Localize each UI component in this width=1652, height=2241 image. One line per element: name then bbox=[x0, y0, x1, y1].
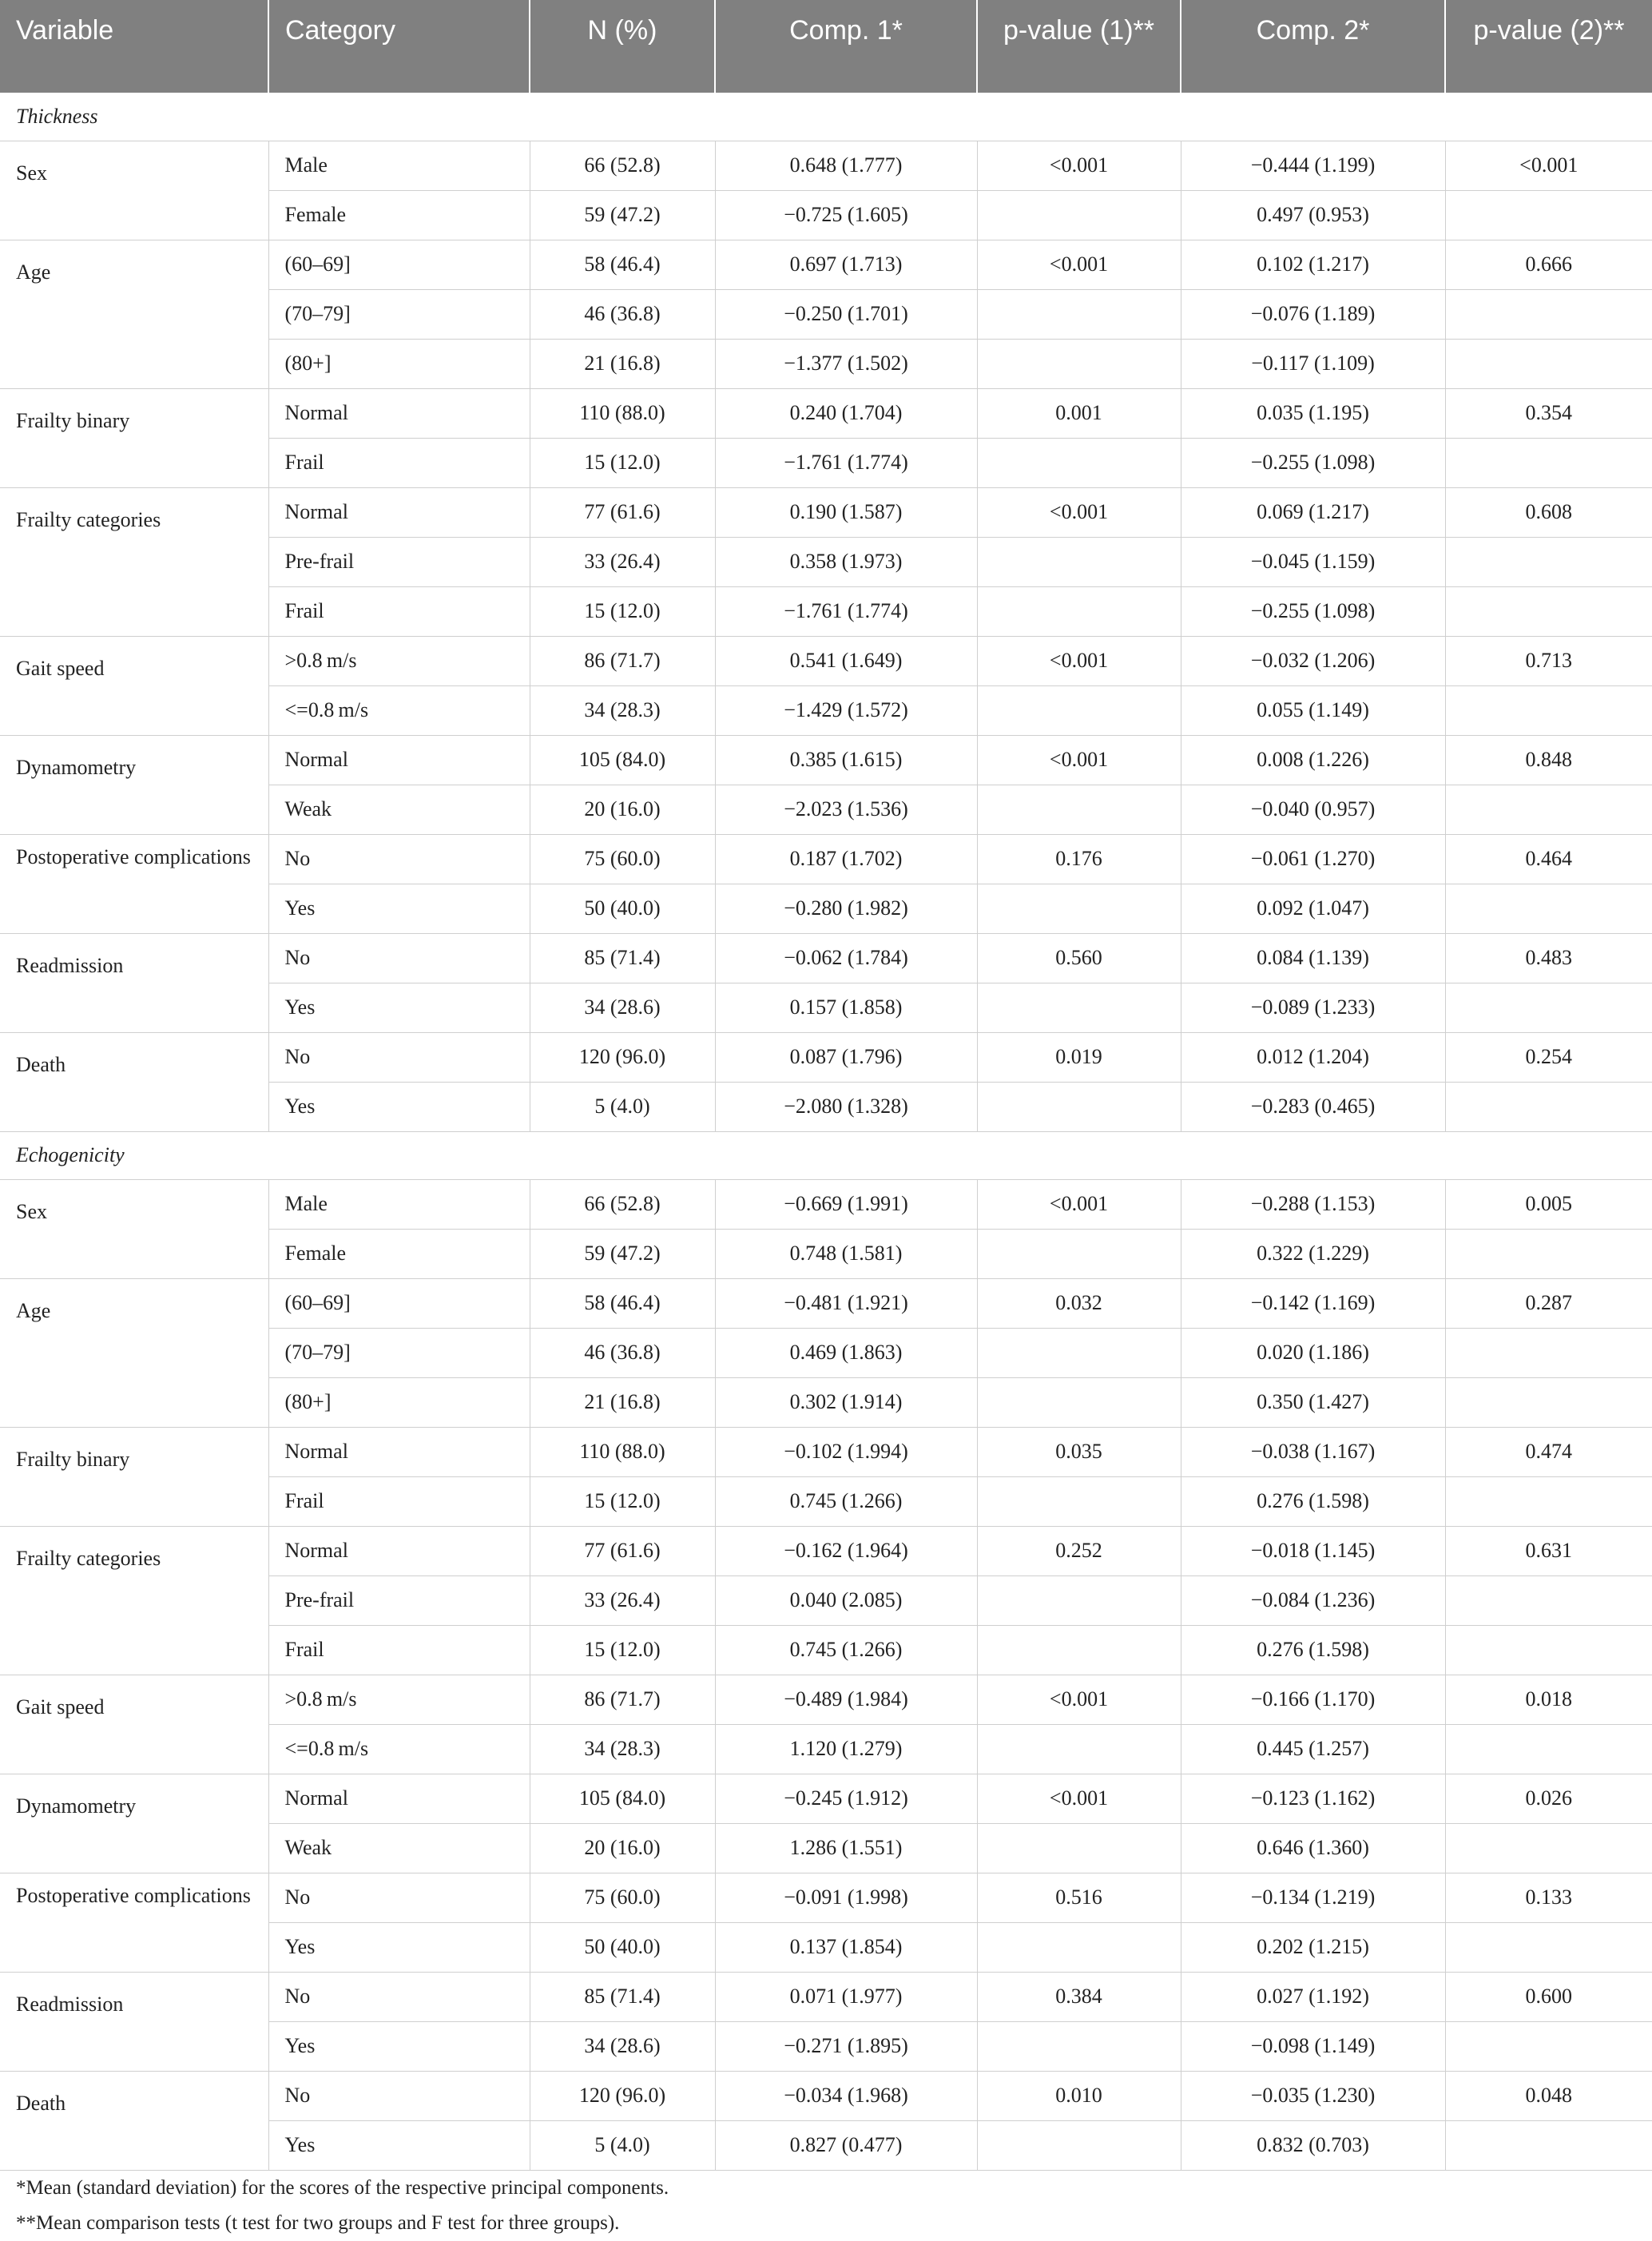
table-row bbox=[0, 735, 1652, 785]
p-value-2-cell: 0.018 bbox=[1445, 1675, 1652, 1724]
category-cell: No bbox=[268, 933, 530, 983]
p-value-2-cell bbox=[1445, 537, 1652, 586]
p-value-1-cell: 0.176 bbox=[977, 834, 1181, 884]
n-percent-cell: 77 (61.6) bbox=[530, 487, 715, 537]
comp2-cell: −0.283 (0.465) bbox=[1181, 1082, 1445, 1131]
section-row bbox=[0, 1131, 1652, 1179]
header-n-percent: N (%) bbox=[530, 0, 715, 93]
category-cell: Yes bbox=[268, 1082, 530, 1131]
category-cell: No bbox=[268, 834, 530, 884]
p-value-2-cell: 0.133 bbox=[1445, 1873, 1652, 1922]
p-value-2-cell: 0.483 bbox=[1445, 933, 1652, 983]
comp1-cell: 0.745 (1.266) bbox=[715, 1625, 977, 1675]
comp1-cell: −0.245 (1.912) bbox=[715, 1774, 977, 1823]
p-value-2-cell bbox=[1445, 1922, 1652, 1972]
comp2-cell: −0.040 (0.957) bbox=[1181, 785, 1445, 834]
n-percent-cell: 105 (84.0) bbox=[530, 735, 715, 785]
n-percent-cell: 34 (28.3) bbox=[530, 685, 715, 735]
category-cell: (60–69] bbox=[268, 1278, 530, 1328]
variable-cell: Frailty categories bbox=[0, 487, 268, 636]
p-value-1-cell: <0.001 bbox=[977, 240, 1181, 289]
comp2-cell: 0.102 (1.217) bbox=[1181, 240, 1445, 289]
category-cell: Normal bbox=[268, 1526, 530, 1575]
p-value-1-cell bbox=[977, 2021, 1181, 2071]
p-value-1-cell: <0.001 bbox=[977, 1774, 1181, 1823]
n-percent-cell: 15 (12.0) bbox=[530, 1625, 715, 1675]
comp2-cell: 0.832 (0.703) bbox=[1181, 2120, 1445, 2170]
footnotes bbox=[0, 2171, 1652, 2241]
comp1-cell: 0.240 (1.704) bbox=[715, 388, 977, 438]
table-row bbox=[0, 933, 1652, 983]
comp1-cell: 1.120 (1.279) bbox=[715, 1724, 977, 1774]
category-cell: Weak bbox=[268, 1823, 530, 1873]
table-row bbox=[0, 1278, 1652, 1328]
p-value-2-cell bbox=[1445, 1082, 1652, 1131]
category-cell: Frail bbox=[268, 586, 530, 636]
p-value-2-cell bbox=[1445, 685, 1652, 735]
p-value-1-cell: 0.032 bbox=[977, 1278, 1181, 1328]
p-value-1-cell: 0.252 bbox=[977, 1526, 1181, 1575]
variable-cell: Frailty categories bbox=[0, 1526, 268, 1675]
p-value-1-cell: <0.001 bbox=[977, 735, 1181, 785]
comp2-cell: 0.012 (1.204) bbox=[1181, 1032, 1445, 1082]
p-value-1-cell bbox=[977, 1328, 1181, 1377]
p-value-1-cell: 0.035 bbox=[977, 1427, 1181, 1476]
p-value-1-cell bbox=[977, 438, 1181, 487]
category-cell: No bbox=[268, 1873, 530, 1922]
p-value-1-cell bbox=[977, 1922, 1181, 1972]
comp1-cell: −0.271 (1.895) bbox=[715, 2021, 977, 2071]
n-percent-cell: 50 (40.0) bbox=[530, 884, 715, 933]
comp2-cell: −0.045 (1.159) bbox=[1181, 537, 1445, 586]
comp1-cell: 0.827 (0.477) bbox=[715, 2120, 977, 2170]
comp1-cell: 0.648 (1.777) bbox=[715, 141, 977, 190]
comp1-cell: 0.385 (1.615) bbox=[715, 735, 977, 785]
category-cell: Pre-frail bbox=[268, 1575, 530, 1625]
comp1-cell: −0.481 (1.921) bbox=[715, 1278, 977, 1328]
p-value-2-cell: 0.005 bbox=[1445, 1179, 1652, 1229]
n-percent-cell: 85 (71.4) bbox=[530, 1972, 715, 2021]
category-cell: Normal bbox=[268, 1427, 530, 1476]
p-value-1-cell bbox=[977, 785, 1181, 834]
comp2-cell: 0.069 (1.217) bbox=[1181, 487, 1445, 537]
comp2-cell: 0.027 (1.192) bbox=[1181, 1972, 1445, 2021]
p-value-2-cell bbox=[1445, 289, 1652, 339]
header-comp1: Comp. 1* bbox=[715, 0, 977, 93]
comp1-cell: 0.087 (1.796) bbox=[715, 1032, 977, 1082]
comp2-cell: −0.076 (1.189) bbox=[1181, 289, 1445, 339]
header-variable: Variable bbox=[0, 0, 268, 93]
variable-cell: Postoperative complications bbox=[0, 834, 268, 933]
n-percent-cell: 15 (12.0) bbox=[530, 438, 715, 487]
table-row bbox=[0, 1427, 1652, 1476]
p-value-1-cell bbox=[977, 983, 1181, 1032]
p-value-1-cell bbox=[977, 884, 1181, 933]
n-percent-cell: 105 (84.0) bbox=[530, 1774, 715, 1823]
comp1-cell: −0.091 (1.998) bbox=[715, 1873, 977, 1922]
n-percent-cell: 59 (47.2) bbox=[530, 190, 715, 240]
variable-cell: Dynamometry bbox=[0, 1774, 268, 1873]
comp2-cell: −0.255 (1.098) bbox=[1181, 438, 1445, 487]
comp1-cell: −0.669 (1.991) bbox=[715, 1179, 977, 1229]
comp1-cell: 0.541 (1.649) bbox=[715, 636, 977, 685]
p-value-2-cell bbox=[1445, 1823, 1652, 1873]
p-value-1-cell bbox=[977, 1724, 1181, 1774]
table-row bbox=[0, 2071, 1652, 2120]
comp2-cell: −0.134 (1.219) bbox=[1181, 1873, 1445, 1922]
table-row bbox=[0, 636, 1652, 685]
category-cell: No bbox=[268, 2071, 530, 2120]
variable-cell: Readmission bbox=[0, 1972, 268, 2071]
n-percent-cell: 21 (16.8) bbox=[530, 339, 715, 388]
category-cell: Frail bbox=[268, 438, 530, 487]
p-value-1-cell bbox=[977, 1377, 1181, 1427]
table-body bbox=[0, 93, 1652, 2170]
n-percent-cell: 85 (71.4) bbox=[530, 933, 715, 983]
comp2-cell: −0.018 (1.145) bbox=[1181, 1526, 1445, 1575]
comp2-cell: −0.123 (1.162) bbox=[1181, 1774, 1445, 1823]
n-percent-cell: 15 (12.0) bbox=[530, 586, 715, 636]
table-row bbox=[0, 240, 1652, 289]
variable-cell: Death bbox=[0, 2071, 268, 2170]
comp2-cell: −0.255 (1.098) bbox=[1181, 586, 1445, 636]
comp2-cell: 0.092 (1.047) bbox=[1181, 884, 1445, 933]
category-cell: (80+] bbox=[268, 339, 530, 388]
comp1-cell: 0.137 (1.854) bbox=[715, 1922, 977, 1972]
category-cell: Male bbox=[268, 1179, 530, 1229]
comp2-cell: 0.008 (1.226) bbox=[1181, 735, 1445, 785]
p-value-2-cell bbox=[1445, 1377, 1652, 1427]
n-percent-cell: 34 (28.3) bbox=[530, 1724, 715, 1774]
comp2-cell: −0.166 (1.170) bbox=[1181, 1675, 1445, 1724]
category-cell: Male bbox=[268, 141, 530, 190]
p-value-2-cell: 0.713 bbox=[1445, 636, 1652, 685]
variable-cell: Frailty binary bbox=[0, 1427, 268, 1526]
table-row bbox=[0, 388, 1652, 438]
n-percent-cell: 20 (16.0) bbox=[530, 785, 715, 834]
p-value-1-cell: <0.001 bbox=[977, 141, 1181, 190]
category-cell: Yes bbox=[268, 983, 530, 1032]
table-row bbox=[0, 1179, 1652, 1229]
comp2-cell: −0.038 (1.167) bbox=[1181, 1427, 1445, 1476]
p-value-2-cell bbox=[1445, 1625, 1652, 1675]
comp1-cell: −1.761 (1.774) bbox=[715, 586, 977, 636]
p-value-1-cell: <0.001 bbox=[977, 1179, 1181, 1229]
footnote: **Mean comparison tests (t test for two groups and F test for three groups). bbox=[16, 2211, 620, 2234]
comp2-cell: 0.084 (1.139) bbox=[1181, 933, 1445, 983]
comp2-cell: 0.202 (1.215) bbox=[1181, 1922, 1445, 1972]
p-value-2-cell bbox=[1445, 1575, 1652, 1625]
category-cell: Weak bbox=[268, 785, 530, 834]
p-value-1-cell: 0.516 bbox=[977, 1873, 1181, 1922]
comp1-cell: −0.725 (1.605) bbox=[715, 190, 977, 240]
n-percent-cell: 59 (47.2) bbox=[530, 1229, 715, 1278]
variable-cell: Death bbox=[0, 1032, 268, 1131]
header-category: Category bbox=[268, 0, 530, 93]
header-p-value-2: p-value (2)** bbox=[1445, 0, 1652, 93]
n-percent-cell: 77 (61.6) bbox=[530, 1526, 715, 1575]
category-cell: Yes bbox=[268, 884, 530, 933]
variable-cell: Gait speed bbox=[0, 636, 268, 735]
comp1-cell: 0.302 (1.914) bbox=[715, 1377, 977, 1427]
comp1-cell: −0.162 (1.964) bbox=[715, 1526, 977, 1575]
comp1-cell: −1.429 (1.572) bbox=[715, 685, 977, 735]
comp2-cell: −0.035 (1.230) bbox=[1181, 2071, 1445, 2120]
p-value-2-cell: 0.464 bbox=[1445, 834, 1652, 884]
comp1-cell: 0.748 (1.581) bbox=[715, 1229, 977, 1278]
p-value-1-cell bbox=[977, 289, 1181, 339]
p-value-1-cell bbox=[977, 2120, 1181, 2170]
header-row bbox=[0, 0, 1652, 93]
comp1-cell: 0.040 (2.085) bbox=[715, 1575, 977, 1625]
table-row bbox=[0, 1972, 1652, 2021]
p-value-2-cell: 0.287 bbox=[1445, 1278, 1652, 1328]
p-value-1-cell bbox=[977, 1575, 1181, 1625]
category-cell: Normal bbox=[268, 735, 530, 785]
p-value-2-cell: 0.666 bbox=[1445, 240, 1652, 289]
n-percent-cell: 46 (36.8) bbox=[530, 289, 715, 339]
comp2-cell: −0.142 (1.169) bbox=[1181, 1278, 1445, 1328]
variable-cell: Postoperative complications bbox=[0, 1873, 268, 1972]
comp1-cell: 0.697 (1.713) bbox=[715, 240, 977, 289]
comp1-cell: 0.187 (1.702) bbox=[715, 834, 977, 884]
comp2-cell: −0.032 (1.206) bbox=[1181, 636, 1445, 685]
n-percent-cell: 50 (40.0) bbox=[530, 1922, 715, 1972]
comp1-cell: 0.071 (1.977) bbox=[715, 1972, 977, 2021]
variable-cell: Age bbox=[0, 240, 268, 388]
comp1-cell: −0.034 (1.968) bbox=[715, 2071, 977, 2120]
p-value-2-cell: 0.026 bbox=[1445, 1774, 1652, 1823]
comp2-cell: 0.646 (1.360) bbox=[1181, 1823, 1445, 1873]
n-percent-cell: 75 (60.0) bbox=[530, 834, 715, 884]
p-value-2-cell bbox=[1445, 438, 1652, 487]
p-value-1-cell bbox=[977, 339, 1181, 388]
n-percent-cell: 66 (52.8) bbox=[530, 1179, 715, 1229]
header-comp2: Comp. 2* bbox=[1181, 0, 1445, 93]
table-row bbox=[0, 487, 1652, 537]
n-percent-cell: 120 (96.0) bbox=[530, 1032, 715, 1082]
p-value-2-cell: 0.608 bbox=[1445, 487, 1652, 537]
comp1-cell: 0.745 (1.266) bbox=[715, 1476, 977, 1526]
comp1-cell: −0.280 (1.982) bbox=[715, 884, 977, 933]
n-percent-cell: 58 (46.4) bbox=[530, 240, 715, 289]
p-value-2-cell bbox=[1445, 1476, 1652, 1526]
comp1-cell: 0.358 (1.973) bbox=[715, 537, 977, 586]
comp2-cell: −0.117 (1.109) bbox=[1181, 339, 1445, 388]
p-value-1-cell bbox=[977, 1823, 1181, 1873]
p-value-2-cell bbox=[1445, 190, 1652, 240]
comp2-cell: 0.055 (1.149) bbox=[1181, 685, 1445, 735]
variable-cell: Sex bbox=[0, 1179, 268, 1278]
n-percent-cell: 66 (52.8) bbox=[530, 141, 715, 190]
p-value-2-cell: 0.848 bbox=[1445, 735, 1652, 785]
comp2-cell: −0.084 (1.236) bbox=[1181, 1575, 1445, 1625]
p-value-1-cell: 0.019 bbox=[977, 1032, 1181, 1082]
category-cell: Yes bbox=[268, 1922, 530, 1972]
comp1-cell: −2.023 (1.536) bbox=[715, 785, 977, 834]
category-cell: Yes bbox=[268, 2021, 530, 2071]
n-percent-cell: 86 (71.7) bbox=[530, 1675, 715, 1724]
p-value-2-cell bbox=[1445, 2021, 1652, 2071]
category-cell: Frail bbox=[268, 1625, 530, 1675]
variable-cell: Age bbox=[0, 1278, 268, 1427]
n-percent-cell: 21 (16.8) bbox=[530, 1377, 715, 1427]
comp2-cell: 0.445 (1.257) bbox=[1181, 1724, 1445, 1774]
n-percent-cell: 33 (26.4) bbox=[530, 537, 715, 586]
section-title: Echogenicity bbox=[0, 1131, 1652, 1179]
n-percent-cell: 75 (60.0) bbox=[530, 1873, 715, 1922]
comp1-cell: −2.080 (1.328) bbox=[715, 1082, 977, 1131]
comp2-cell: −0.288 (1.153) bbox=[1181, 1179, 1445, 1229]
p-value-1-cell bbox=[977, 685, 1181, 735]
category-cell: <=0.8 m/s bbox=[268, 685, 530, 735]
comp1-cell: −0.489 (1.984) bbox=[715, 1675, 977, 1724]
p-value-2-cell: 0.474 bbox=[1445, 1427, 1652, 1476]
comp1-cell: 0.157 (1.858) bbox=[715, 983, 977, 1032]
p-value-1-cell bbox=[977, 190, 1181, 240]
table-row bbox=[0, 1873, 1652, 1922]
comp2-cell: 0.497 (0.953) bbox=[1181, 190, 1445, 240]
p-value-2-cell: 0.254 bbox=[1445, 1032, 1652, 1082]
p-value-1-cell bbox=[977, 586, 1181, 636]
variable-cell: Dynamometry bbox=[0, 735, 268, 834]
variable-cell: Frailty binary bbox=[0, 388, 268, 487]
category-cell: (70–79] bbox=[268, 1328, 530, 1377]
category-cell: No bbox=[268, 1972, 530, 2021]
comp2-cell: 0.020 (1.186) bbox=[1181, 1328, 1445, 1377]
p-value-1-cell bbox=[977, 1476, 1181, 1526]
p-value-2-cell bbox=[1445, 785, 1652, 834]
p-value-1-cell: 0.560 bbox=[977, 933, 1181, 983]
p-value-2-cell bbox=[1445, 983, 1652, 1032]
category-cell: Normal bbox=[268, 487, 530, 537]
n-percent-cell: 15 (12.0) bbox=[530, 1476, 715, 1526]
category-cell: (70–79] bbox=[268, 289, 530, 339]
n-percent-cell: 5 (4.0) bbox=[530, 2120, 715, 2170]
p-value-2-cell bbox=[1445, 884, 1652, 933]
category-cell: No bbox=[268, 1032, 530, 1082]
n-percent-cell: 34 (28.6) bbox=[530, 2021, 715, 2071]
p-value-1-cell: 0.010 bbox=[977, 2071, 1181, 2120]
category-cell: Pre-frail bbox=[268, 537, 530, 586]
comp2-cell: 0.350 (1.427) bbox=[1181, 1377, 1445, 1427]
p-value-2-cell bbox=[1445, 339, 1652, 388]
comp2-cell: 0.035 (1.195) bbox=[1181, 388, 1445, 438]
comp1-cell: −0.062 (1.784) bbox=[715, 933, 977, 983]
n-percent-cell: 34 (28.6) bbox=[530, 983, 715, 1032]
p-value-2-cell: <0.001 bbox=[1445, 141, 1652, 190]
n-percent-cell: 46 (36.8) bbox=[530, 1328, 715, 1377]
p-value-2-cell bbox=[1445, 1328, 1652, 1377]
p-value-2-cell: 0.600 bbox=[1445, 1972, 1652, 2021]
category-cell: Normal bbox=[268, 1774, 530, 1823]
p-value-1-cell bbox=[977, 537, 1181, 586]
p-value-2-cell bbox=[1445, 586, 1652, 636]
table-row bbox=[0, 1774, 1652, 1823]
comp1-cell: −0.102 (1.994) bbox=[715, 1427, 977, 1476]
comp2-cell: −0.089 (1.233) bbox=[1181, 983, 1445, 1032]
comp1-cell: 0.469 (1.863) bbox=[715, 1328, 977, 1377]
footnote: *Mean (standard deviation) for the scores of the respective principal components. bbox=[16, 2176, 669, 2199]
p-value-1-cell: <0.001 bbox=[977, 1675, 1181, 1724]
comp2-cell: 0.276 (1.598) bbox=[1181, 1476, 1445, 1526]
n-percent-cell: 33 (26.4) bbox=[530, 1575, 715, 1625]
p-value-2-cell: 0.354 bbox=[1445, 388, 1652, 438]
comp1-cell: 0.190 (1.587) bbox=[715, 487, 977, 537]
category-cell: >0.8 m/s bbox=[268, 636, 530, 685]
p-value-2-cell bbox=[1445, 1229, 1652, 1278]
p-value-2-cell: 0.048 bbox=[1445, 2071, 1652, 2120]
category-cell: (60–69] bbox=[268, 240, 530, 289]
variable-cell: Gait speed bbox=[0, 1675, 268, 1774]
n-percent-cell: 5 (4.0) bbox=[530, 1082, 715, 1131]
table-row bbox=[0, 141, 1652, 190]
table-row bbox=[0, 1526, 1652, 1575]
p-value-1-cell: <0.001 bbox=[977, 636, 1181, 685]
n-percent-cell: 20 (16.0) bbox=[530, 1823, 715, 1873]
category-cell: Normal bbox=[268, 388, 530, 438]
comp1-cell: −1.377 (1.502) bbox=[715, 339, 977, 388]
p-value-2-cell bbox=[1445, 2120, 1652, 2170]
n-percent-cell: 86 (71.7) bbox=[530, 636, 715, 685]
p-value-1-cell: <0.001 bbox=[977, 487, 1181, 537]
n-percent-cell: 58 (46.4) bbox=[530, 1278, 715, 1328]
header-p-value-1: p-value (1)** bbox=[977, 0, 1181, 93]
comp2-cell: −0.098 (1.149) bbox=[1181, 2021, 1445, 2071]
category-cell: <=0.8 m/s bbox=[268, 1724, 530, 1774]
section-row bbox=[0, 93, 1652, 141]
p-value-2-cell: 0.631 bbox=[1445, 1526, 1652, 1575]
p-value-1-cell bbox=[977, 1625, 1181, 1675]
comp1-cell: −0.250 (1.701) bbox=[715, 289, 977, 339]
p-value-1-cell bbox=[977, 1082, 1181, 1131]
comp1-cell: 1.286 (1.551) bbox=[715, 1823, 977, 1873]
table-row bbox=[0, 1675, 1652, 1724]
table-row bbox=[0, 834, 1652, 884]
category-cell: Female bbox=[268, 190, 530, 240]
n-percent-cell: 120 (96.0) bbox=[530, 2071, 715, 2120]
category-cell: (80+] bbox=[268, 1377, 530, 1427]
comp2-cell: −0.444 (1.199) bbox=[1181, 141, 1445, 190]
p-value-1-cell: 0.001 bbox=[977, 388, 1181, 438]
category-cell: >0.8 m/s bbox=[268, 1675, 530, 1724]
category-cell: Yes bbox=[268, 2120, 530, 2170]
category-cell: Female bbox=[268, 1229, 530, 1278]
n-percent-cell: 110 (88.0) bbox=[530, 388, 715, 438]
p-value-1-cell bbox=[977, 1229, 1181, 1278]
variable-cell: Readmission bbox=[0, 933, 268, 1032]
comp2-cell: 0.322 (1.229) bbox=[1181, 1229, 1445, 1278]
variable-cell: Sex bbox=[0, 141, 268, 240]
p-value-1-cell: 0.384 bbox=[977, 1972, 1181, 2021]
n-percent-cell: 110 (88.0) bbox=[530, 1427, 715, 1476]
category-cell: Frail bbox=[268, 1476, 530, 1526]
comp2-cell: 0.276 (1.598) bbox=[1181, 1625, 1445, 1675]
section-title: Thickness bbox=[0, 93, 1652, 141]
table-row bbox=[0, 1032, 1652, 1082]
comp2-cell: −0.061 (1.270) bbox=[1181, 834, 1445, 884]
p-value-2-cell bbox=[1445, 1724, 1652, 1774]
comp1-cell: −1.761 (1.774) bbox=[715, 438, 977, 487]
